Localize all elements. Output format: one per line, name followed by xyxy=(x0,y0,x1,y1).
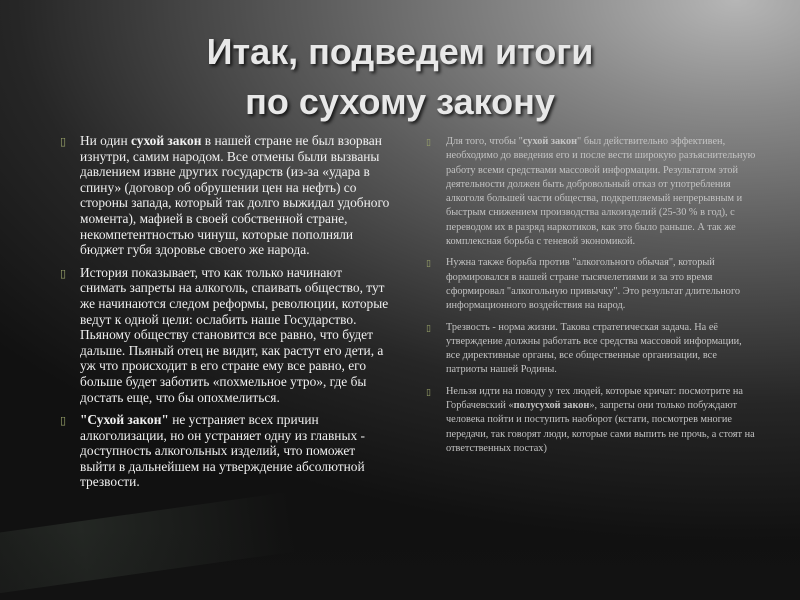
right-column xyxy=(426,135,756,463)
bullet-item xyxy=(426,321,756,378)
bullet-text: История показывает, что как только начинают снимать запреты на алкоголь, спаивать общество, тут же начинаются следом реформы, революции, которые ведут к одной цели: ослабить наше Государство. Пьяному обществу становится все равно, что будет дальше. Пьяный отец не видит, как растут его дети, а уж что происходит в его стране ему все равно, его больше будет заботить «похмельное утро», где бы достать еще, что бы опохмелиться. xyxy=(80,264,389,405)
highlighted-text: сухой закон xyxy=(131,133,202,148)
bullet-text: в нашей стране не был взорван изнутри, самим народом. Все отмены были вызваны давлением извне других государств (из-за «удара в спину» (договор об обрушении цен на нефть) со стороны запада, который так долго выжидал удобного момента), мафией в своей собственной стране, некомпетентностью чинуш, которые пополняли бюджет губя здоровье своего же народа. xyxy=(80,133,390,258)
bullet-text: », запреты они только побуждают человека пойти и поступить наоборот (кстати, посмотрев многие передачи, так говорят люди, которые сами выпить не прочь, а стоят на ответственных постах) xyxy=(446,400,755,454)
bullet-text: " был действительно эффективен, необходимо до введения его и после вести широкую разъяснительную работу всеми средствами массовой информации. Результатом этой деятельности должен быть добровольный отказ от употребления алкоголя большей части общества, подкрепляемый непрерывным и быстрым снижением производства алкоизделий (25-30 % в год), с переводом их в разряд наркотиков, как это было раньше. А так же комплексная борьба с теневой экономикой. xyxy=(446,136,756,248)
bullet-icon: ▯ xyxy=(426,323,431,334)
bullet-icon: ▯ xyxy=(60,266,67,280)
bullet-item xyxy=(60,133,390,258)
bullet-icon: ▯ xyxy=(426,387,431,398)
bullet-text: не устраняет всех причин алкоголизации, но он устраняет одну из главных - доступность алкогольных изделий, что поможет выйти в дальнейшем на утверждение абсолютной трезвости. xyxy=(80,412,365,490)
slide-title xyxy=(0,27,800,127)
bullet-item xyxy=(426,385,756,456)
bullet-text: Трезвость - норма жизни. Такова стратегическая задача. На её утверждение должны работать все средства массовой информации, все директивные органы, все общественные организации, все патриоты нашей Родины. xyxy=(446,321,742,376)
bullet-icon: ▯ xyxy=(426,259,431,270)
highlighted-text: сухой закон xyxy=(522,136,578,147)
slide-title-line-1: Итак, подведем итоги xyxy=(206,31,594,72)
left-column xyxy=(60,133,390,497)
bullet-item xyxy=(426,135,756,249)
bullet-item xyxy=(60,412,390,490)
bullet-text: Нужна также борьба против "алкогольного обычая", который формировался в нашей стране тысячелетиями и за это время сформировал "алкогольную привычку". Это результат длительного информационного воздействия на народ. xyxy=(446,257,741,312)
bullet-icon: ▯ xyxy=(426,138,431,148)
decorative-floor xyxy=(0,530,800,600)
highlighted-text: "Сухой закон" xyxy=(80,412,169,428)
bullet-text: Для того, чтобы " xyxy=(446,136,523,147)
bullet-text: Ни один xyxy=(80,133,131,148)
bullet-text: Нельзя идти на поводу у тех людей, которые кричат: посмотрите на Горбачевский « xyxy=(446,385,743,412)
bullet-icon: ▯ xyxy=(60,135,67,148)
highlighted-text: полусухой закон xyxy=(513,400,590,412)
slide-title-line-2: по сухому закону xyxy=(245,81,555,122)
bullet-item xyxy=(426,256,756,313)
bullet-item xyxy=(60,265,390,405)
bullet-icon: ▯ xyxy=(60,414,67,428)
